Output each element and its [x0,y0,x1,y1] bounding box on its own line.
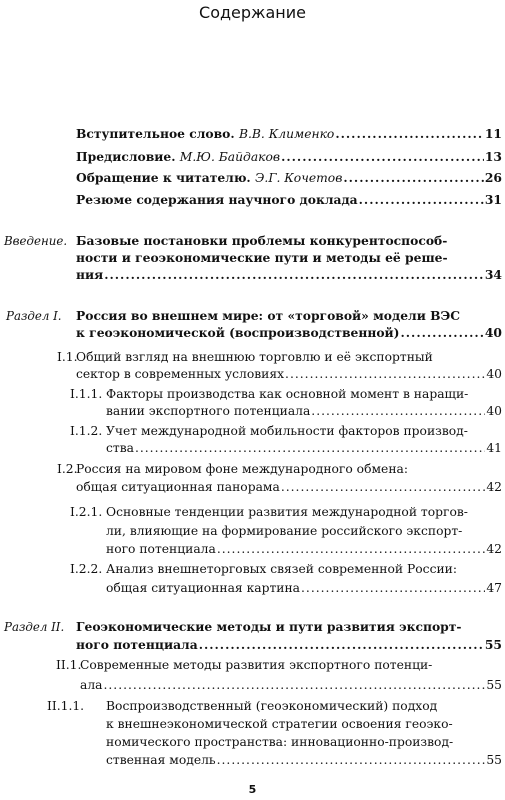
entry-title: Обращение к читателю. [76,170,251,185]
intro-label: Введение. [4,234,68,248]
toc-entry-preface[interactable] [76,149,502,165]
item-number: I.1. [57,350,78,364]
entry-title: сектор в современных условиях [76,367,285,381]
section1-line[interactable]: Россия во внешнем мире: от «торговой» модели ВЭС [76,308,461,323]
section2-label: Раздел II. [4,620,65,634]
toc-entry-I-2-1[interactable] [106,541,502,557]
item-line[interactable]: Общий взгляд на внешнюю торговлю и её экспортный [76,350,433,364]
item-line[interactable]: Основные тенденции развития международной торгов- [106,505,468,519]
entry-page: 34 [484,267,502,282]
entry-page: 40 [484,325,502,340]
toc-entry-foreword[interactable] [76,126,502,142]
item-line[interactable]: к внешнеэкономической стратегии освоения геоэко- [106,717,453,731]
entry-page: 41 [486,441,502,455]
entry-title: ала [80,678,103,692]
page-title: Содержание [199,3,306,22]
toc-entry-I-1-2[interactable] [106,440,502,456]
entry-page: 55 [484,637,502,652]
toc-entry-section2[interactable] [76,637,502,653]
entry-title: к геоэкономической (воспроизводственной) [76,325,400,340]
entry-author: М.Ю. Байдаков [179,150,281,164]
toc-entry-summary[interactable] [76,192,502,208]
section1-label: Раздел I. [6,309,62,323]
entry-page: 42 [486,542,502,556]
toc-entry-section1[interactable] [76,325,502,341]
item-line[interactable]: Россия на мировом фоне международного обмена: [76,462,409,476]
entry-page: 11 [484,126,502,141]
entry-page: 31 [484,192,502,207]
toc-entry-I-2[interactable] [76,479,502,495]
entry-title: ного потенциала [76,637,198,652]
entry-title: ния [76,267,104,282]
entry-page: 40 [486,404,502,418]
entry-page: 55 [486,678,502,692]
item-number: I.1.1. [70,387,103,401]
toc-entry-address[interactable] [76,170,502,186]
toc-entry-II-1-1[interactable] [106,752,502,768]
entry-title: общая ситуационная панорама [76,480,280,494]
toc-entry-I-1-1[interactable] [106,403,502,419]
item-number: II.1.1. [47,699,85,713]
entry-title: общая ситуационная картина [106,581,301,595]
entry-title: Резюме содержания научного доклада [76,192,358,207]
item-line[interactable]: Факторы производства как основной момент в наращи- [106,387,469,401]
toc-entry-I-1[interactable] [76,366,502,382]
entry-author: Э.Г. Кочетов [255,171,343,185]
entry-page: 42 [486,480,502,494]
item-line[interactable]: ли, влияющие на формирование российского экспорт- [106,524,463,538]
item-number: I.2.1. [70,505,103,519]
toc-entry-intro[interactable] [76,267,502,283]
entry-page: 13 [484,149,502,164]
item-number: I.2. [57,462,78,476]
entry-title: Вступительное слово. [76,126,235,141]
item-line[interactable]: Учет международной мобильности факторов производ- [106,424,468,438]
item-number: I.1.2. [70,424,103,438]
entry-title: Предисловие. [76,149,176,164]
item-line[interactable]: Анализ внешнеторговых связей современной России: [106,562,457,576]
item-number: I.2.2. [70,562,103,576]
toc-entry-II-1[interactable] [80,677,502,693]
entry-page: 47 [486,581,502,595]
page-number: 5 [248,783,257,796]
item-line[interactable]: номического пространства: инновационно-производ- [106,735,454,749]
toc-entry-I-2-2[interactable] [106,580,502,596]
item-line[interactable]: Воспроизводственный (геоэкономический) подход [106,699,438,713]
entry-title: ства [106,441,134,455]
entry-title: ственная модель [106,753,216,767]
entry-title: ного потенциала [106,542,216,556]
entry-author: В.В. Клименко [238,127,335,141]
intro-line[interactable]: Базовые постановки проблемы конкурентоспособ- [76,233,448,248]
entry-page: 26 [484,170,502,185]
entry-title: вании экспортного потенциала [106,404,311,418]
section2-line[interactable]: Геоэкономические методы и пути развития экспорт- [76,619,462,634]
intro-line[interactable]: ности и геоэкономические пути и методы её реше- [76,250,448,265]
item-number: II.1. [56,658,82,672]
item-line[interactable]: Современные методы развития экспортного потенци- [80,658,433,672]
entry-page: 55 [486,753,502,767]
entry-page: 40 [486,367,502,381]
